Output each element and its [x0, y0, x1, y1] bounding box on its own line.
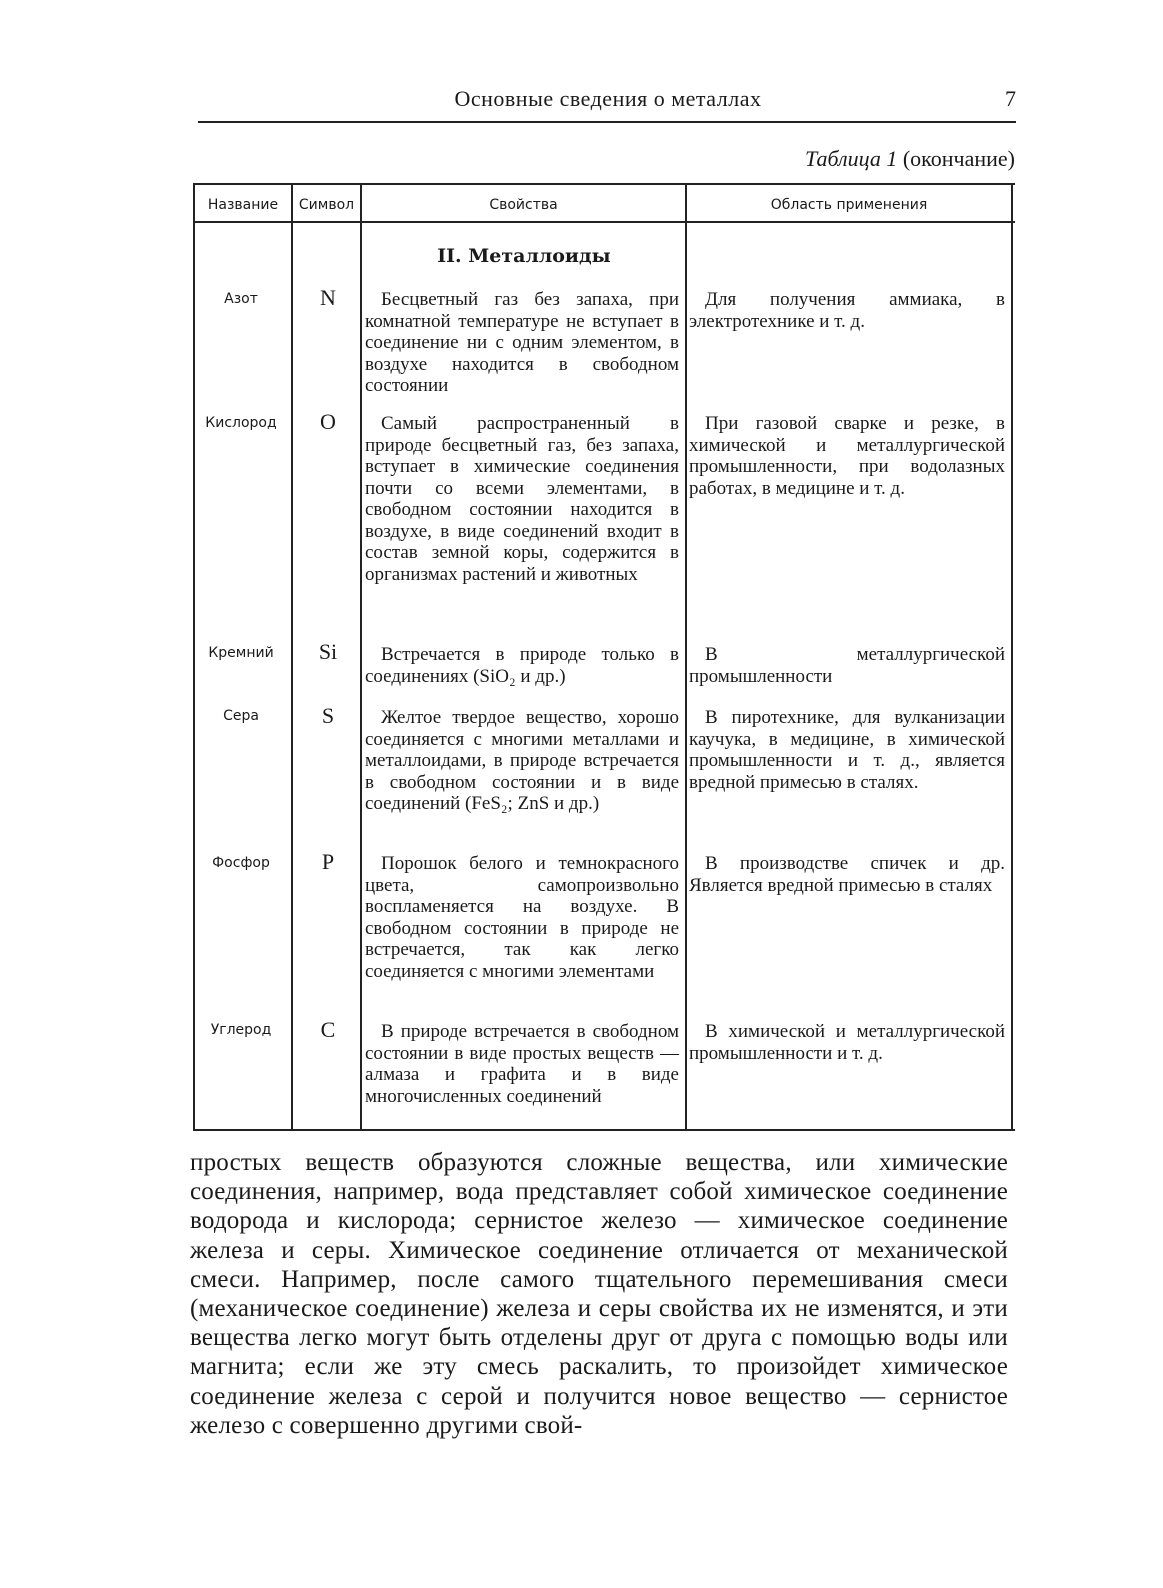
row-name: Азот — [224, 291, 258, 307]
row-name: Фосфор — [212, 855, 270, 871]
page-number: 7 — [1005, 86, 1016, 111]
table-border-right — [1011, 185, 1013, 1129]
row-symbol: C — [320, 1017, 336, 1042]
row-symbol: Si — [318, 639, 338, 664]
column-divider-3 — [685, 185, 687, 1129]
row-name: Углерод — [210, 1022, 272, 1038]
table-caption-note: (окончание) — [897, 146, 1015, 171]
row-properties: Бесцветный газ без запаха, при комнатной температуре не вступает в соединение ни с одним элементом, в воздухе находится в свободном состоянии — [365, 289, 679, 396]
row-name: Кремний — [208, 645, 274, 661]
page-header — [198, 86, 1018, 120]
row-name: Кислород — [205, 415, 277, 431]
body-paragraph: простых веществ образуются сложные вещества, или химические соединения, например, вода представляет собой химическое соединение водорода и кислорода; сернистое железо — химическое соединение железа и серы. Химическое соединение отличается от механической смеси. Например, после самого тщательного перемешивания смеси (механическое соединение) железа и серы свойства их не изменятся, и эти вещества легко могут быть отделены друг от друга с помощью воды или магнита; если же эту смесь раскалить, то произойдет химическое соединение железа с серой и получится новое вещество — сернистое железо с совершенно другими свой- — [190, 1149, 1008, 1439]
column-header-properties: Свойства — [489, 197, 558, 213]
row-properties: Встречается в природе только в соединениях (SiO₂ и др.) — [365, 644, 679, 687]
running-title: Основные сведения о металлах — [454, 86, 762, 111]
row-name: Сера — [223, 708, 259, 724]
row-symbol: P — [321, 849, 335, 874]
row-properties: В природе встречается в свободном состоянии в виде простых веществ — алмаза и графита и в виде многочисленных соединений — [365, 1021, 679, 1107]
table-caption — [805, 146, 1015, 172]
row-usage: При газовой сварке и резке, в химической и металлургической промышленности, при водолазных работах, в медицине и т. д. — [689, 413, 1005, 499]
row-properties: Желтое твердое вещество, хорошо соединяется с многими металлами и металлоидами, в природе встречается в свободном состоянии и в виде соединений (FeS₂; ZnS и др.) — [365, 707, 679, 814]
header-rule — [198, 121, 1016, 123]
column-header-name: Название — [207, 197, 279, 213]
header-separator — [193, 221, 1015, 223]
row-symbol: N — [320, 285, 336, 310]
column-header-usage: Область применения — [770, 197, 928, 213]
row-properties: Порошок белого и темнокрасного цвета, самопроизвольно воспламеняется на воздухе. В свободном состоянии в природе не встречается, так как легко соединяется с многими элементами — [365, 853, 679, 982]
row-usage: В химической и металлургической промышленности и т. д. — [689, 1021, 1005, 1064]
row-usage: В производстве спичек и др. Является вредной примесью в сталях — [689, 853, 1005, 896]
row-usage: Для получения аммиака, в электротехнике и т. д. — [689, 289, 1005, 332]
row-symbol: S — [321, 703, 335, 728]
column-header-symbol: Символ — [298, 197, 355, 213]
row-symbol: O — [320, 409, 336, 434]
row-properties: Самый распространенный в природе бесцветный газ, без запаха, вступает в химические соединения почти со всеми элементами, в свободном состоянии находится в воздухе, в виде соединений входит в состав земной коры, содержится в организмах растений и животных — [365, 413, 679, 585]
row-usage: В металлургической промышленности — [689, 644, 1005, 687]
table-caption-label: Таблица 1 — [805, 146, 898, 171]
section-title: II. Металлоиды — [437, 245, 611, 267]
row-usage: В пиротехнике, для вулканизации каучука, в медицине, в химической промышленности и т. д., является вредной примесью в сталях. — [689, 707, 1005, 793]
metalloids-table — [193, 183, 1015, 1131]
